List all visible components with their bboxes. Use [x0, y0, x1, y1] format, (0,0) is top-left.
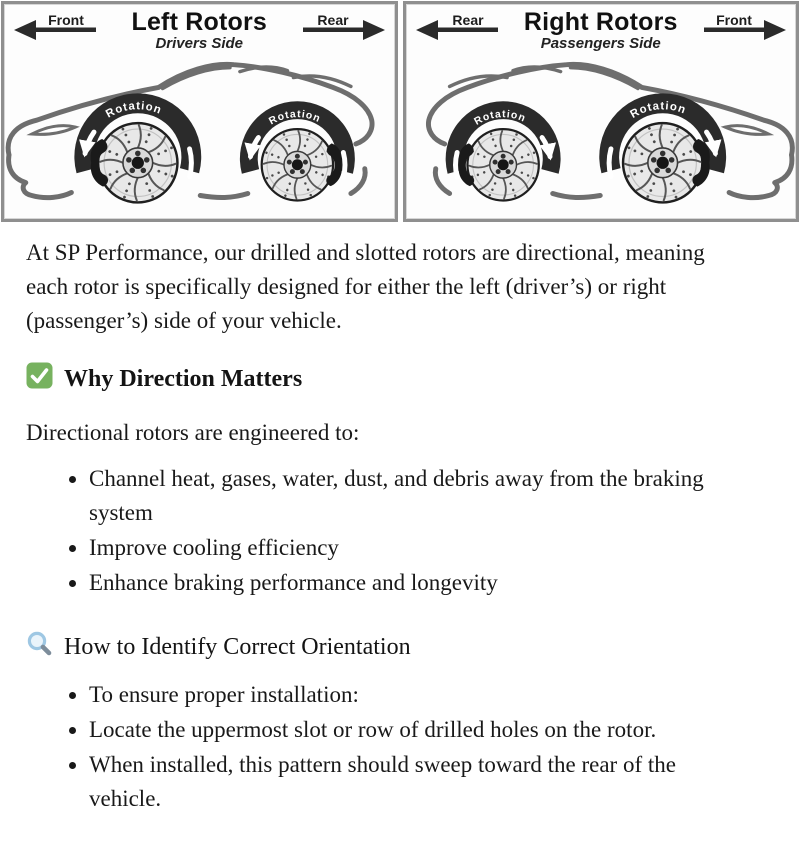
section-why-direction-matters: [26, 362, 718, 396]
right-rotors-panel: [403, 1, 800, 222]
intro-paragraph: At SP Performance, our drilled and slotted rotors are directional, meaning each rotor is specifically designed for either the left (driver’s) or right (passenger’s) side of your vehicle.: [26, 240, 705, 333]
rotation-label-rear: Rotation: [267, 109, 323, 128]
magnifier-icon: [26, 630, 53, 664]
left-rotors-panel: [1, 1, 398, 222]
check-icon: [26, 362, 53, 396]
front-arrow-left: [12, 15, 100, 41]
front-arrow-right: [700, 15, 788, 41]
section-title: Why Direction Matters: [64, 365, 303, 392]
car-right-illustration: [406, 57, 797, 221]
panel-title: Left Rotors: [131, 8, 268, 36]
rear-arrow-right: [299, 15, 387, 41]
panel-subtitle: Passengers Side: [540, 35, 661, 52]
list-item: • Channel heat, gases, water, dust, and debris away from the braking system: [89, 462, 718, 530]
left-panel-titles: [100, 9, 299, 52]
front-label: Front: [716, 15, 752, 28]
rotor-direction-article: [0, 222, 744, 842]
car-left-illustration: [4, 57, 395, 221]
rotation-label-front: Rotation: [103, 100, 164, 121]
right-panel-header: [406, 9, 797, 52]
section-title: How to Identify Correct Orientation: [64, 633, 411, 660]
right-panel-titles: [502, 9, 701, 52]
section1-bullet-list: [26, 462, 718, 600]
section1-lead: Directional rotors are engineered to:: [26, 420, 360, 445]
section-how-to-identify: [26, 630, 718, 664]
rotation-label-rear: Rotation: [472, 109, 527, 128]
panel-title: Right Rotors: [523, 8, 678, 36]
rear-label: Rear: [316, 15, 349, 28]
left-panel-header: [4, 9, 395, 52]
section2-bullet-list: [26, 678, 718, 816]
list-item: • When installed, this pattern should sweep toward the rear of the vehicle.: [89, 748, 718, 816]
rotor-direction-diagram: [0, 0, 800, 222]
list-item: • To ensure proper installation:: [89, 678, 718, 712]
rear-arrow-left: [414, 15, 502, 41]
list-item: • Improve cooling efficiency: [89, 531, 718, 565]
rotation-label-front: Rotation: [627, 100, 688, 121]
front-label: Front: [48, 15, 84, 28]
panel-subtitle: Drivers Side: [155, 35, 244, 52]
list-item: • Locate the uppermost slot or row of drilled holes on the rotor.: [89, 713, 718, 747]
list-item: • Enhance braking performance and longevity: [89, 566, 718, 600]
rear-label: Rear: [451, 15, 484, 28]
